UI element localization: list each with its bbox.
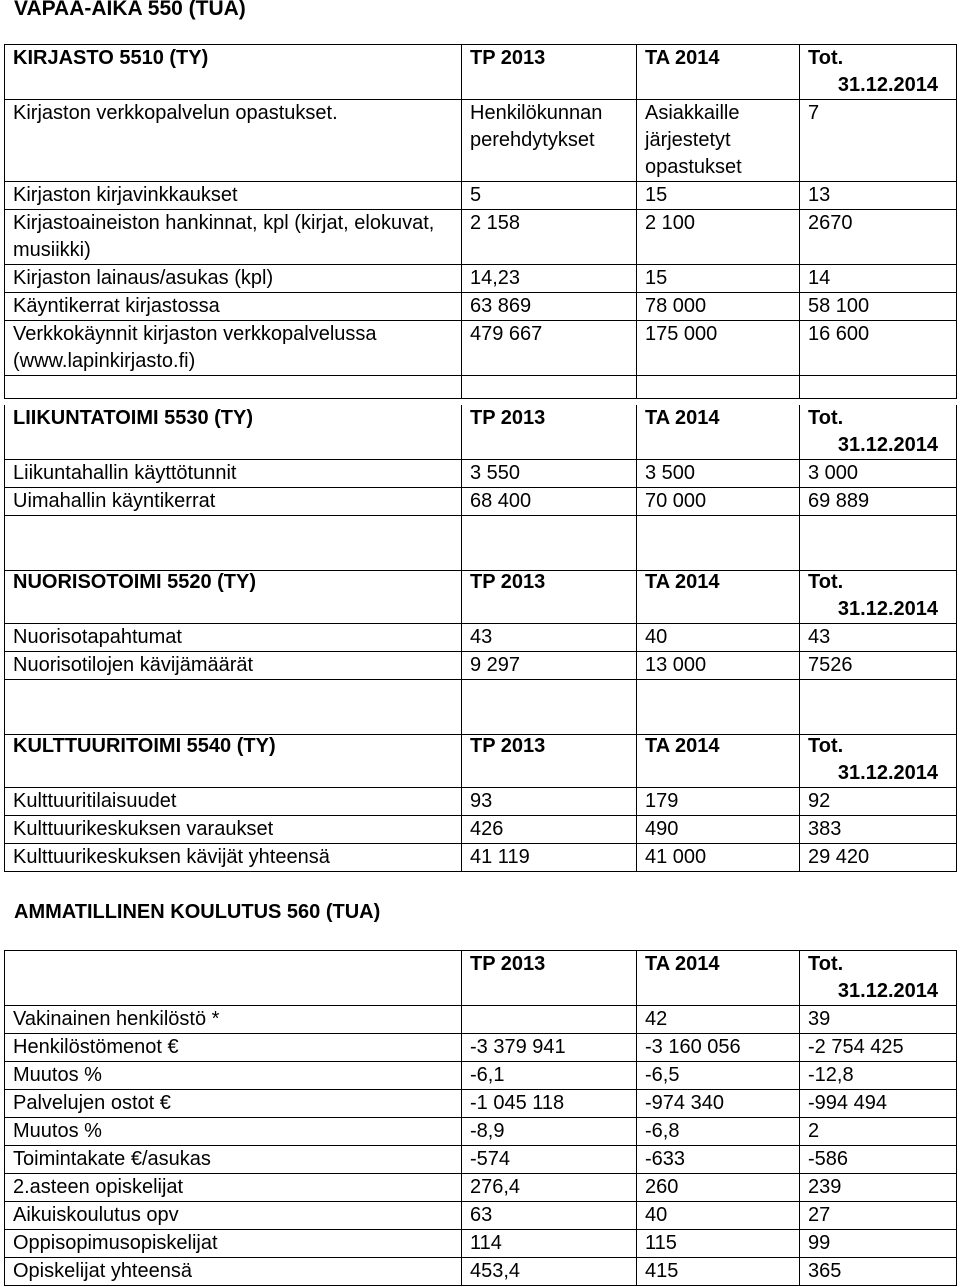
spacer-row (5, 680, 957, 735)
table-row: Kulttuuritilaisuudet 93 179 92 (5, 788, 957, 816)
table-row: Aikuiskoulutus opv 63 40 27 (5, 1202, 957, 1230)
col-tot-header: Tot. 31.12.2014 (800, 569, 957, 624)
nuoriso-section (4, 569, 956, 735)
table-row: Muutos % -8,9 -6,8 2 (5, 1118, 957, 1146)
col-tot-header: Tot. 31.12.2014 (800, 45, 957, 100)
section-title: NUORISOTOIMI 5520 (TY) (5, 569, 462, 624)
kulttuuri-section (4, 733, 956, 872)
section-title: KULTTUURITOIMI 5540 (TY) (5, 733, 462, 788)
table-row: Uimahallin käyntikerrat 68 400 70 000 69 889 (5, 488, 957, 516)
kirjasto-table (4, 44, 957, 399)
table-row: Muutos % -6,1 -6,5 -12,8 (5, 1062, 957, 1090)
table-row: Verkkokäynnit kirjaston verkkopalvelussa (www.lapinkirjasto.fi) 479 667 175 000 16 600 (5, 321, 957, 376)
table-row: Nuorisotapahtumat 43 40 43 (5, 624, 957, 652)
col-ta-header: TA 2014 (637, 733, 800, 788)
col-tot-header: Tot. 31.12.2014 (800, 405, 957, 460)
table-row: Kirjaston verkkopalvelun opastukset. Henkilökunnan perehdytykset Asiakkaille järjestetyt opastukset 7 (5, 100, 957, 182)
ammatillinen-table (4, 950, 957, 1286)
page-title: VAPAA-AIKA 550 (TUA) (14, 0, 246, 20)
section-title: LIIKUNTATOIMI 5530 (TY) (5, 405, 462, 460)
col-tp-header: TP 2013 (462, 733, 637, 788)
col-tot-header: Tot. 31.12.2014 (800, 951, 957, 1006)
nuoriso-table (4, 569, 957, 735)
liikunta-table (4, 405, 957, 571)
col-tot-header: Tot. 31.12.2014 (800, 733, 957, 788)
kulttuuri-table (4, 733, 957, 872)
col-ta-header: TA 2014 (637, 951, 800, 1006)
table-row: Liikuntahallin käyttötunnit 3 550 3 500 3 000 (5, 460, 957, 488)
table-row: Vakinainen henkilöstö * 42 39 (5, 1006, 957, 1034)
table-row: Kulttuurikeskuksen kävijät yhteensä 41 119 41 000 29 420 (5, 844, 957, 872)
ammatillinen-heading: AMMATILLINEN KOULUTUS 560 (TUA) (14, 901, 381, 923)
spacer-row (5, 376, 957, 399)
col-ta-header: TA 2014 (637, 45, 800, 100)
section-title: KIRJASTO 5510 (TY) (5, 45, 462, 100)
liikunta-section (4, 405, 956, 571)
col-tp-header: TP 2013 (462, 405, 637, 460)
col-tp-header: TP 2013 (462, 951, 637, 1006)
table-row: Henkilöstömenot € -3 379 941 -3 160 056 -2 754 425 (5, 1034, 957, 1062)
kulttuuri-header-row (5, 733, 957, 788)
table-row: Kirjastoaineiston hankinnat, kpl (kirjat, elokuvat, musiikki) 2 158 2 100 2670 (5, 210, 957, 265)
liikunta-header-row (5, 405, 957, 460)
ammatillinen-header-row (5, 951, 957, 1006)
table-row: Opiskelijat yhteensä 453,4 415 365 (5, 1258, 957, 1286)
col-ta-header: TA 2014 (637, 569, 800, 624)
table-row: Käyntikerrat kirjastossa 63 869 78 000 58 100 (5, 293, 957, 321)
table-row: 2.asteen opiskelijat 276,4 260 239 (5, 1174, 957, 1202)
table-row: Toimintakate €/asukas -574 -633 -586 (5, 1146, 957, 1174)
table-row: Kulttuurikeskuksen varaukset 426 490 383 (5, 816, 957, 844)
col-ta-header: TA 2014 (637, 405, 800, 460)
empty-header-cell (5, 951, 462, 1006)
col-tp-header: TP 2013 (462, 45, 637, 100)
col-tp-header: TP 2013 (462, 569, 637, 624)
table-row: Palvelujen ostot € -1 045 118 -974 340 -994 494 (5, 1090, 957, 1118)
table-row: Nuorisotilojen kävijämäärät 9 297 13 000 7526 (5, 652, 957, 680)
spacer-row (5, 516, 957, 571)
table-row: Kirjaston lainaus/asukas (kpl) 14,23 15 14 (5, 265, 957, 293)
nuoriso-header-row (5, 569, 957, 624)
kirjasto-header-row (5, 45, 957, 100)
table-row: Kirjaston kirjavinkkaukset 5 15 13 (5, 182, 957, 210)
ammatillinen-section (4, 950, 956, 1286)
kirjasto-section (4, 44, 956, 399)
table-row: Oppisopimusopiskelijat 114 115 99 (5, 1230, 957, 1258)
